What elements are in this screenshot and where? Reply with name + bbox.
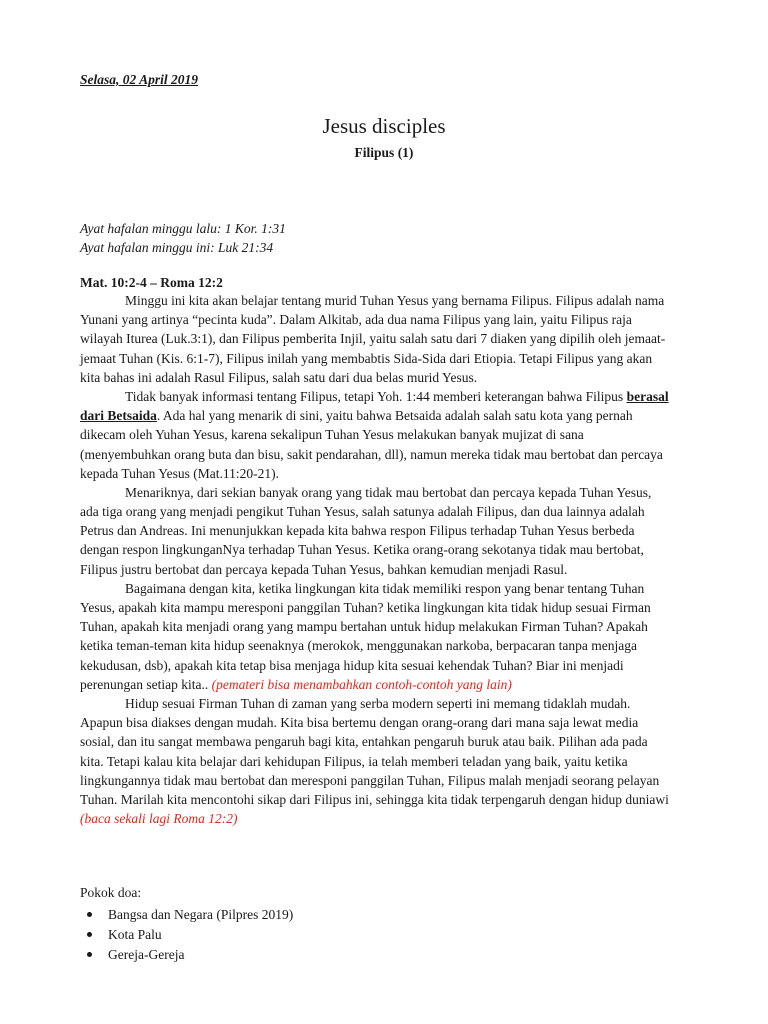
body-line: Bagaimana dengan kita, ketika lingkungan kita tidak memiliki respon yang benar tentang Tuhan <box>125 580 645 596</box>
list-item <box>80 905 293 925</box>
body-line: jemaat Tuhan (Kis. 6:1-7), Filipus inilah yang membabtis Sida-Sida dari Etiopia. Tetapi Filipus yang akan <box>80 350 653 366</box>
body-line: Minggu ini kita akan belajar tentang murid Tuhan Yesus yang bernama Filipus. Filipus adalah nama <box>125 293 665 308</box>
page-title: Jesus disciples <box>322 114 446 138</box>
date-heading: Selasa, 02 April 2019 <box>80 72 199 87</box>
body-text <box>80 291 692 828</box>
list-item <box>80 925 293 945</box>
bullet-icon <box>87 952 92 957</box>
prayer-section <box>80 883 293 965</box>
body-line: wilayah Iturea (Luk.3:1), dan Filipus pemberita Injil, yaitu salah satu dari 7 diaken yang dipilih oleh jemaat- <box>80 331 666 347</box>
body-line: Filipus justru bertobat dan percaya kepada Tuhan Yesus, bahkan kemudian menjadi Rasul. <box>80 561 568 577</box>
body-text-span: perenungan setiap kita.. <box>80 676 212 692</box>
body-line: kita. Tetapi kalau kita belajar dari kehidupan Filipus, ia telah memberi teladan yang baik, yaitu ketika <box>80 753 628 769</box>
body-line: Yunani yang artinya “pecinta kuda”. Dalam Alkitab, ada dua nama Filipus yang lain, yaitu Filipus raja <box>80 312 632 328</box>
memory-verse-this-week: Ayat hafalan minggu ini: Luk 21:34 <box>80 240 274 255</box>
prayer-item-label: Bangsa dan Negara (Pilpres 2019) <box>108 907 294 922</box>
body-text-span: Tidak banyak informasi tentang Filipus, tetapi Yoh. 1:44 memberi keterangan bahwa Filipus <box>125 388 627 404</box>
body-line: Hidup sesuai Firman Tuhan di zaman yang serba modern seperti ini memang tidaklah mudah. <box>125 695 631 711</box>
body-line: dengan respon lingkunganNya terhadap Tuhan Yesus. Ketika orang-orang sekotanya tidak mau bertobat, <box>80 542 644 558</box>
body-line: Petrus dan Andreas. Ini menunjukkan kepada kita bahwa respon Filipus terhadap Tuhan Yesus berbeda <box>80 523 635 539</box>
body-line: Tuhan, apakah kita menjadi orang yang mampu bertahan untuk hidup melakukan Firman Tuhan? Apakah <box>80 619 648 635</box>
body-line: (menyembuhkan orang buta dan bisu, sakit pendarahan, dll), namun mereka tidak mau bertobat dan percaya <box>80 446 663 462</box>
body-line: kita bahas ini adalah Rasul Filipus, salah satu dari dua belas murid Yesus. <box>80 369 478 385</box>
bullet-icon <box>87 912 92 917</box>
prayer-heading: Pokok doa: <box>80 885 142 900</box>
memory-verses <box>80 219 286 257</box>
body-line: kekudusan, dsb), apakah kita tetap bisa menjaga hidup kita sesuai kehendak Tuhan? Biar ini menjadi <box>80 657 624 673</box>
body-line: Tuhan. Marilah kita mencontohi sikap dari Filipus ini, sehingga kita tidak terpengaruh dengan hidup duniawi <box>80 791 669 807</box>
body-line: Apapun bisa diakses dengan mudah. Kita bisa bertemu dengan orang-orang dari mana saja lewat media <box>80 715 639 731</box>
emphasis-berasal: berasal <box>626 388 669 404</box>
prayer-item-label: Kota Palu <box>108 927 162 942</box>
body-line: kepada Tuhan Yesus (Mat.11:20-21). <box>80 465 279 481</box>
memory-verse-last-week: Ayat hafalan minggu lalu: 1 Kor. 1:31 <box>80 221 286 236</box>
body-line: Menariknya, dari sekian banyak orang yang tidak mau bertobat dan percaya kepada Tuhan Yesus, <box>125 484 652 500</box>
presenter-note: (pemateri bisa menambahkan contoh-contoh yang lain) <box>211 676 512 692</box>
body-line: sosial, dan itu sangat membawa pengaruh bagi kita, entahkan pengaruh buruk atau baik. Pilihan ada pada <box>80 734 648 750</box>
prayer-item-label: Gereja-Gereja <box>108 947 185 962</box>
body-line: Yesus, apakah kita mampu meresponi panggilan Tuhan? ketika lingkungan kita tidak hidup sesuai Firman <box>80 600 651 615</box>
emphasis-dari-betsaida: dari Betsaida <box>80 408 157 424</box>
body-line: ada tiga orang yang menjadi pengikut Tuhan Yesus, salah satunya adalah Filipus, dan dua lainnya adalah <box>80 504 645 520</box>
reading-note: (baca sekali lagi Roma 12:2) <box>80 811 238 827</box>
list-item <box>80 945 293 965</box>
body-line <box>80 406 692 425</box>
body-line <box>80 675 692 694</box>
body-line <box>80 809 692 828</box>
body-line: ketika teman-teman kita hidup seenaknya (merokok, menggunakan narkoba, berpacaran tanpa menjaga <box>80 638 638 654</box>
body-line <box>80 387 692 406</box>
prayer-list <box>80 905 293 965</box>
page-subtitle: Filipus (1) <box>354 145 414 160</box>
bullet-icon <box>87 932 92 937</box>
body-line: dikecam oleh Yuhan Yesus, karena sekalipun Tuhan Yesus melakukan banyak mujizat di sana <box>80 427 584 443</box>
body-line: lingkungannya tidak mau bertobat dan meresponi panggilan Tuhan, Filipus malah menjadi seorang pelayan <box>80 772 660 788</box>
body-text-span: . Ada hal yang menarik di sini, yaitu bahwa Betsaida adalah salah satu kota yang pernah <box>156 408 633 424</box>
scripture-reference: Mat. 10:2-4 – Roma 12:2 <box>80 275 223 290</box>
